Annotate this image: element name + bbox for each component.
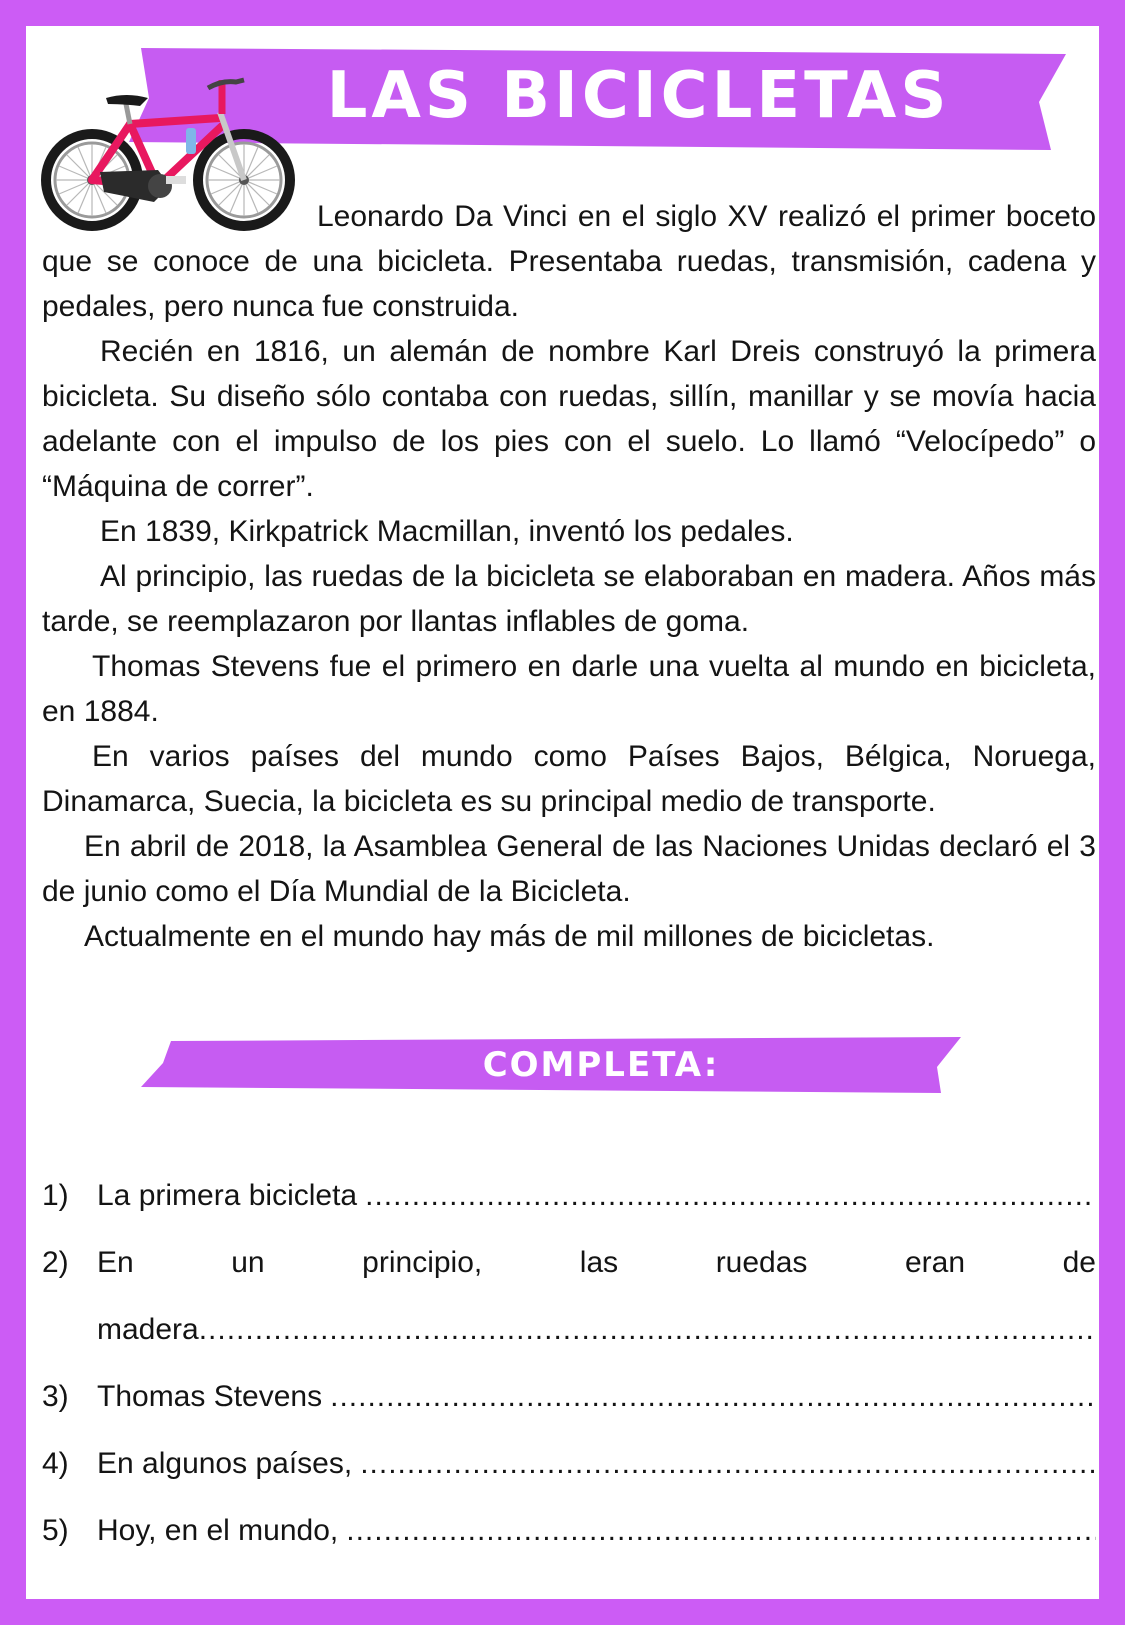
paragraph: Leonardo Da Vinci en el siglo XV realizó el primer boceto que se conoce de una bicicleta. Presentaba ruedas, transmisión, cadena y pedales, pero nunca fue construida. <box>42 200 1096 323</box>
question-text: Thomas Stevens <box>97 1380 323 1413</box>
paragraph: Al principio, las ruedas de la bicicleta se elaboraban en madera. Años más tarde, se reemplazaron por llantas inflables de goma. <box>42 560 1096 638</box>
question-word: principio, <box>362 1246 483 1279</box>
question-word: ruedas <box>715 1246 808 1279</box>
question-word: eran <box>904 1246 966 1279</box>
question-text: En algunos países, <box>97 1447 353 1480</box>
question-number: 3) <box>42 1380 69 1413</box>
paragraph: Thomas Stevens fue el primero en darle una vuelta al mundo en bicicleta, en 1884. <box>42 650 1096 728</box>
reading-text <box>42 194 1096 959</box>
question-list <box>42 1162 1096 1564</box>
question-number: 1) <box>42 1179 69 1212</box>
answer-blank[interactable] <box>352 1430 1096 1497</box>
answer-blank[interactable] <box>357 1162 1096 1229</box>
paragraph: En abril de 2018, la Asamblea General de las Naciones Unidas declaró el 3 de junio como el Día Mundial de la Bicicleta. <box>42 830 1096 908</box>
worksheet <box>26 26 1099 1599</box>
paragraph: Actualmente en el mundo hay más de mil millones de bicicletas. <box>84 920 935 953</box>
question-text: madera <box>97 1313 199 1346</box>
question-word: En <box>97 1246 134 1279</box>
question-item <box>42 1229 1096 1296</box>
answer-blank[interactable] <box>338 1497 1096 1564</box>
question-word: un <box>231 1246 265 1279</box>
page-title: LAS BICICLETAS <box>326 59 951 133</box>
question-word: de <box>1062 1246 1096 1279</box>
completa-banner <box>141 1037 961 1093</box>
question-number: 2) <box>42 1246 69 1279</box>
answer-blank[interactable] <box>199 1296 1096 1363</box>
question-item <box>42 1497 1096 1564</box>
paragraph: Recién en 1816, un alemán de nombre Karl Dreis construyó la primera bicicleta. Su diseño sólo contaba con ruedas, sillín, manillar y se movía hacia adelante con el impulso de los pies con el suelo. Lo llamó “Velocípedo” o “Máquina de correr”. <box>42 335 1096 503</box>
paragraph: En varios países del mundo como Países Bajos, Bélgica, Noruega, Dinamarca, Suecia, la bicicleta es su principal medio de transporte. <box>42 740 1096 818</box>
question-text: Hoy, en el mundo, <box>97 1514 339 1547</box>
question-continuation <box>42 1296 1096 1363</box>
question-word: las <box>579 1246 619 1279</box>
question-number: 5) <box>42 1514 69 1547</box>
question-item <box>42 1162 1096 1229</box>
question-item <box>42 1430 1096 1497</box>
question-number: 4) <box>42 1447 69 1480</box>
question-text: La primera bicicleta <box>97 1179 358 1212</box>
question-item <box>42 1363 1096 1430</box>
section-title: COMPLETA: <box>482 1045 720 1085</box>
answer-blank[interactable] <box>322 1363 1096 1430</box>
paragraph: En 1839, Kirkpatrick Macmillan, inventó los pedales. <box>100 515 794 548</box>
